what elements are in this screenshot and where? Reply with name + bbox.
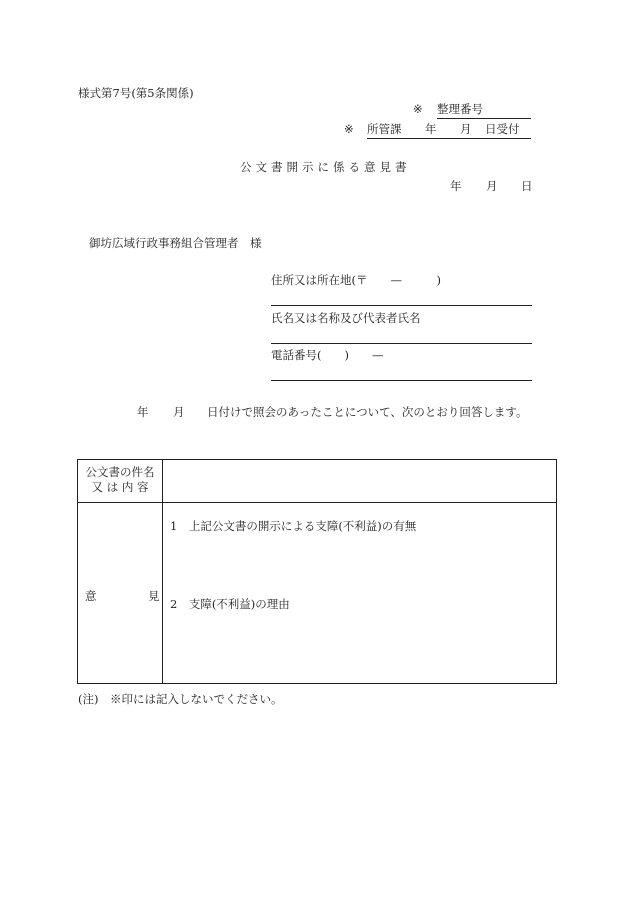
department-label: 所管課 (367, 122, 402, 136)
address-label: 住所又は所在地(〒 — ) (271, 273, 441, 287)
opinion-value-cell[interactable] (163, 503, 557, 684)
date-month-label: 月 (486, 179, 498, 193)
subject-label-line1: 公文書の件名 (85, 465, 155, 479)
opinion-table (77, 459, 557, 684)
subject-label-cell (78, 460, 163, 503)
receipt-month-label: 月 (460, 122, 472, 136)
date-year-label: 年 (450, 179, 462, 193)
intro-year-label: 年 (137, 405, 149, 419)
intro-text: 日付けで照会のあったことについて、次のとおり回答します。 (207, 405, 528, 419)
opinion-label-char-1: 意 (85, 589, 97, 603)
name-input-line[interactable] (271, 343, 532, 344)
name-label: 氏名又は名称及び代表者氏名 (271, 311, 421, 325)
opinion-label-char-2: 見 (148, 589, 160, 603)
department-receipt-field (367, 124, 531, 139)
subject-value-cell[interactable] (163, 460, 557, 503)
address-input-line[interactable] (271, 305, 532, 306)
document-title: 公文書開示に係る意見書 (240, 160, 411, 174)
record-number-field (437, 104, 531, 119)
opinion-item-2: 2 支障(不利益)の理由 (170, 597, 290, 611)
receipt-day-label: 日受付 (485, 122, 520, 136)
record-mark: ※ (413, 102, 423, 116)
phone-label: 電話番号( ) — (271, 348, 384, 362)
opinion-label-cell (78, 503, 163, 684)
record-number-label: 整理番号 (437, 102, 483, 116)
department-mark: ※ (344, 122, 354, 136)
form-number: 様式第7号(第5条関係) (78, 86, 194, 100)
receipt-year-label: 年 (425, 122, 437, 136)
opinion-item-1: 1 上記公文書の開示による支障(不利益)の有無 (170, 519, 417, 533)
footnote: (注) ※印には記入しないでください。 (78, 692, 283, 706)
date-day-label: 日 (521, 179, 533, 193)
subject-label-line2: 又 は 内 容 (91, 480, 149, 494)
addressee: 御坊広域行政事務組合管理者 様 (89, 236, 262, 250)
phone-input-line[interactable] (271, 380, 532, 381)
intro-month-label: 月 (173, 405, 185, 419)
